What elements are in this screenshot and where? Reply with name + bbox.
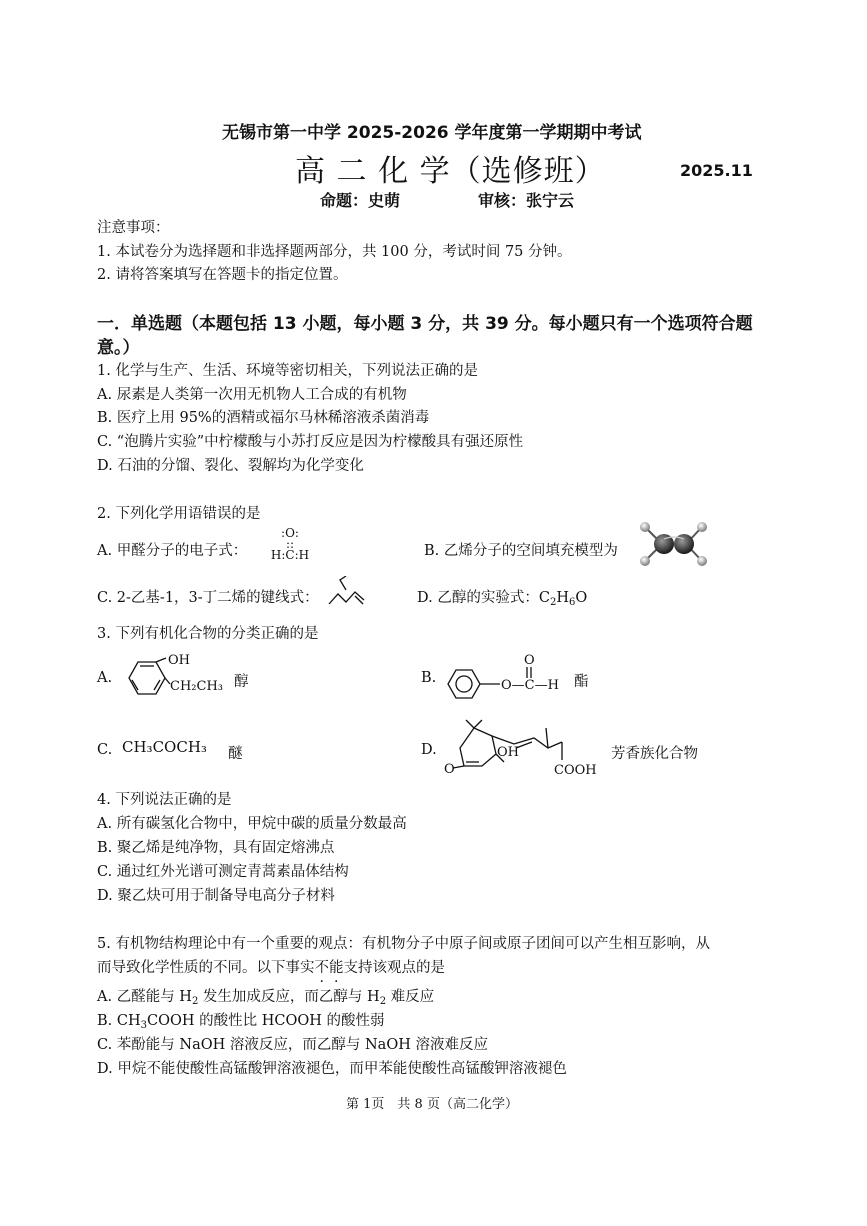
subscript: 3: [140, 1020, 147, 1031]
option-d: D. 聚乙炔可用于制备导电高分子材料: [97, 888, 335, 904]
electron-formula-mid: ::: [285, 537, 295, 551]
question-stem: 1. 化学与生产、生活、环境等密切相关，下列说法正确的是: [97, 363, 478, 379]
ethyl-label: CH₂CH₃: [170, 679, 223, 694]
option-a-text: 发生加成反应，而乙醇与 H: [198, 989, 380, 1005]
option-c: C. 通过红外光谱可测定青蒿素晶体结构: [97, 864, 349, 880]
setter-label: 命题：史萌: [320, 191, 401, 210]
electron-formula-bottom: H:C:H: [270, 548, 310, 562]
school-title: 无锡市第一中学 2025-2026 学年度第一学期期中考试: [222, 123, 642, 143]
option-b-text: B. CH: [97, 1013, 141, 1029]
option-c-label: C.: [97, 742, 113, 758]
question-stem-cont: [97, 956, 445, 977]
formaldehyde-electron-formula: [265, 528, 315, 568]
option-b-text: COOH 的酸性比 HCOOH 的酸性弱: [147, 1013, 385, 1029]
ethylene-space-filling-model: [637, 520, 709, 570]
option-d-label: D.: [421, 742, 437, 758]
hydroxy-label: OH: [497, 745, 519, 760]
acetone-formula: CH₃COCH₃: [122, 738, 207, 756]
option-c: C. 苯酚能与 NaOH 溶液反应，而乙醇与 NaOH 溶液难反应: [97, 1037, 488, 1053]
option-a: A. 所有碳氢化合物中，甲烷中碳的质量分数最高: [97, 816, 407, 832]
phenyl-formate-structure: [442, 652, 572, 708]
subject-title: 高 二 化 学（选修班）: [295, 154, 606, 189]
option-a-text: A. 乙醛能与 H: [97, 989, 192, 1005]
option-d-text: D. 乙醇的实验式：: [417, 590, 539, 606]
formula-o: O: [575, 590, 588, 606]
ester-chain: O—C—H: [501, 678, 559, 693]
option-a: A. 尿素是人类第一次用无机物人工合成的有机物: [97, 387, 407, 403]
question-stem: 3. 下列有机化合物的分类正确的是: [97, 626, 319, 642]
formula-h: H: [556, 590, 569, 606]
option-c: C. 2-乙基-1，3-丁二烯的键线式：: [97, 590, 319, 606]
exam-date: 2025.11: [680, 161, 753, 180]
carboxyl-label: COOH: [554, 763, 597, 778]
notes-item: 1. 本试卷分为选择题和非选择题两部分，共 100 分，考试时间 75 分钟。: [97, 244, 572, 260]
option-d: D. 甲烷不能使酸性高锰酸钾溶液褪色，而甲苯能使酸性高锰酸钾溶液褪色: [97, 1061, 567, 1077]
stem-text: 而导致化学性质的不同。以下事实: [97, 960, 315, 976]
option-a-label: A.: [97, 670, 113, 686]
section-heading: 一．单选题（本题包括 13 小题，每小题 3 分，共 39 分。每小题只有一个选项符合题: [97, 314, 753, 334]
option-a-text: 难反应: [386, 989, 435, 1005]
option-d: [417, 586, 587, 607]
emphasis-can: 能: [329, 960, 344, 976]
option-b: [97, 1009, 385, 1030]
option-b: B. 医疗上用 95%的酒精或福尔马林稀溶液杀菌消毒: [97, 410, 430, 426]
option-a: [97, 985, 434, 1006]
ketone-o: O: [444, 762, 455, 777]
question-stem: 5. 有机物结构理论中有一个重要的观点：有机物分子中原子间或原子团间可以产生相互影响，从: [97, 936, 710, 952]
subscript: 2: [379, 996, 387, 1007]
subscript: 2: [191, 996, 199, 1007]
option-b-class: 酯: [574, 674, 589, 690]
section-heading-cont: 意。）: [97, 338, 140, 358]
electron-formula-top: :O:: [281, 526, 299, 540]
option-c: C. “泡腾片实验”中柠檬酸与小苏打反应是因为柠檬酸具有强还原性: [97, 434, 524, 450]
formula-c: C: [538, 590, 550, 606]
option-d: D. 石油的分馏、裂化、裂解均为化学变化: [97, 458, 364, 474]
carbonyl-o: O: [524, 653, 535, 668]
abscisic-acid-structure: [444, 718, 604, 778]
question-stem: 4. 下列说法正确的是: [97, 792, 232, 808]
reviewer-label: 审核：张宁云: [478, 191, 575, 210]
question-stem: 2. 下列化学用语错误的是: [97, 506, 261, 522]
ethylbutadiene-skeletal-formula: [326, 576, 368, 608]
ethylphenol-structure: [118, 652, 228, 708]
emphasis-not: 不: [314, 960, 329, 976]
option-c-class: 醚: [228, 746, 243, 762]
stem-text-end: 支持该观点的是: [343, 960, 445, 976]
formula-c-count: 2: [549, 597, 557, 608]
option-d-class: 芳香族化合物: [611, 746, 698, 762]
option-b: B. 聚乙烯是纯净物，具有固定熔沸点: [97, 840, 335, 856]
notes-item: 2. 请将答案填写在答题卡的指定位置。: [97, 267, 348, 283]
option-b-label: B.: [421, 670, 437, 686]
notes-heading: 注意事项：: [97, 220, 170, 236]
oh-label: OH: [168, 653, 190, 668]
option-a-class: 醇: [234, 674, 249, 690]
formula-h-count: 6: [568, 597, 576, 608]
page-footer: 第 1页 共 8 页（高二化学）: [346, 1097, 518, 1112]
option-b: B. 乙烯分子的空间填充模型为: [424, 543, 618, 559]
option-a: A. 甲醛分子的电子式：: [97, 543, 248, 559]
